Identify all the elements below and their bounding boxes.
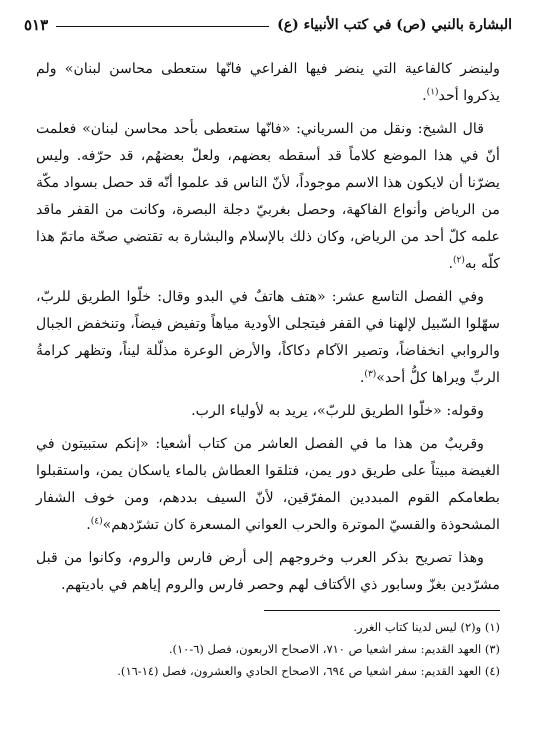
footnote-2: (٣) العهد القديم: سفر اشعيا ص ٧١٠، الاصحاح الاربعون، فصل (٦-١٠). bbox=[168, 642, 500, 656]
footnote-ref: (١) bbox=[426, 87, 439, 98]
page-header bbox=[24, 12, 512, 38]
body-text bbox=[36, 56, 500, 605]
footnote-ref: (٣) bbox=[364, 369, 377, 380]
paragraph-5: وقريبٌ من هذا ما في الفصل العاشر من كتاب أشعيا: «إنكم ستبيتون في الغيضة مبيتاً على طريق دور يمن، فتلقوا العطاش بالماء ياسكان يمن، واستقبلوا بطعامكم القوم المبددين المفرّقين، لأنّ السيف بددهم، ومن خوف الشفار المشحوذة والقسيّ الموترة والحرب العواني المسعرة كان تشرّدهم»$^{(٤)}$. bbox=[36, 436, 500, 533]
footnote-ref: (٤) bbox=[90, 516, 103, 527]
footnote-3: (٤) العهد القديم: سفر اشعيا ص ٦٩٤، الاصحاح الحادي والعشرون، فصل (١٤-١٦). bbox=[117, 664, 500, 678]
paragraph-4: وقوله: «خلّوا الطريق للربّ»، يريد به لأولياء الرب. bbox=[191, 403, 484, 419]
footnote-separator bbox=[264, 610, 500, 611]
page-number: ٥١٣ bbox=[24, 16, 49, 34]
footnotes bbox=[36, 616, 500, 682]
paragraph-6: وهذا تصريح بذكر العرب وخروجهم إلى أرض فارس والروم، وكانوا من قبل مشرّدين بغزّ وسابور ذي الأكتاف لهم وحصر فارس والروم إياهم في باديتهم. bbox=[36, 550, 500, 593]
footnote-1: (١) و(٢) ليس لدينا كتاب الغرر. bbox=[353, 620, 500, 634]
paragraph-3: وفي الفصل التاسع عشر: «هتف هاتفٌ في البدو وقال: خلّوا الطريق للربّ، سهّلوا السّبيل لإلهنا في القفر فيتجلى الأودية مياهاً وتفيض فيضاً، وتنخفض الجبال والروابي انخفاضاً، وتصير الآكام دكاكاً، والأرض الوعرة مذلّلة ليناً، وتظهر كرامةُ الربِّ ويراها كلُّ أحد»$^{(٣)}$. bbox=[36, 289, 500, 386]
paragraph-2: قال الشيخ: ونقل من السرياني: «فانّها ستعطى بأحد محاسن لبنان» فعلمت أنّ في هذا الموضع كلاماً قد أسقطه بعضهم، ولعلّ بعضهُم، قد حرّفه. وليس يضرّنا أن لايكون هذا الاسم موجوداً، لأنّ الناس قد علموا أنّه قد حصل بسواد مكّة من الرياض وأنواع الفاكهة، وحصل بغربيّ دجلة البصرة، وكانت من القفر ماقد علمه كلّ أحد من الرياض، وكان ذلك بالإسلام والبشارة به تقتضي صحّة ماتمّ هذا كلّه به$^{(٢)}$. bbox=[36, 121, 500, 272]
header-rule bbox=[56, 26, 269, 27]
footnote-ref: (٢) bbox=[453, 255, 465, 266]
running-title: البشارة بالنبي (ص) في كتب الأنبياء (ع) bbox=[277, 17, 512, 33]
paragraph-1: ولينضر كالفاعية التي ينضر فيها الفراعي فانّها ستعطى محاسن لبنان» ولم يذكروا أحد$^{(١)}$. bbox=[36, 61, 500, 104]
